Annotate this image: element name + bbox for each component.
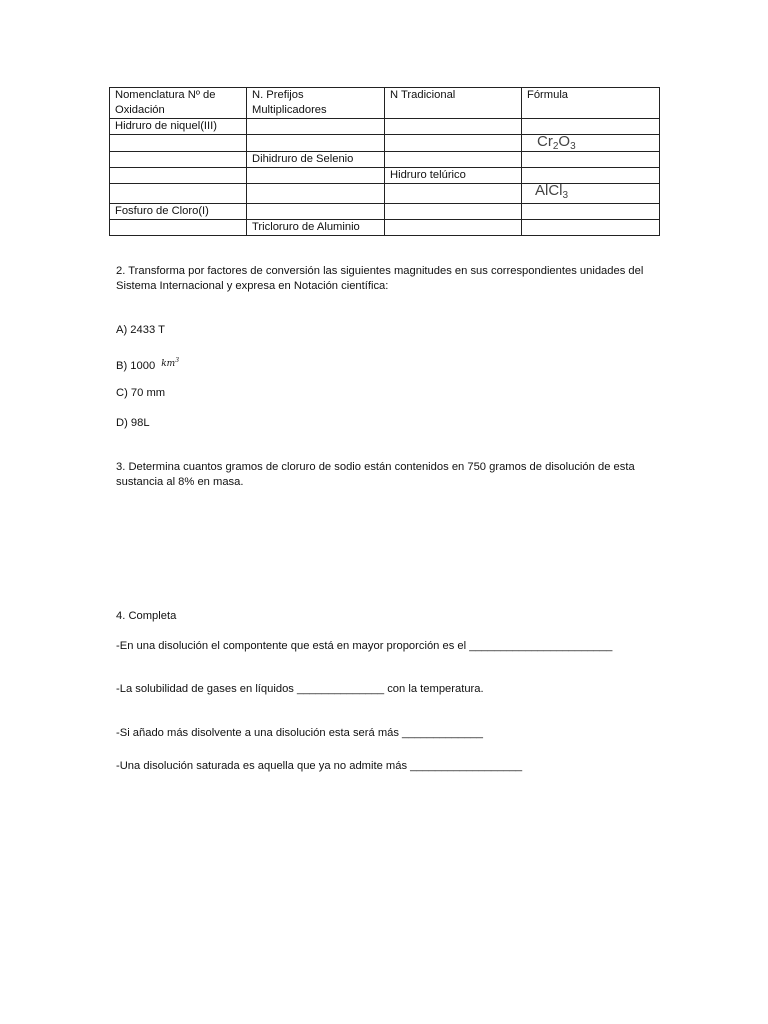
table-row: [110, 119, 660, 135]
table-cell: Fosfuro de Cloro(I): [110, 204, 247, 220]
question-2-text: 2. Transforma por factores de conversión las siguientes magnitudes en sus correspondientes unidades del Sistema Internacional y expresa en Notación científica:: [116, 265, 644, 292]
table-cell: [110, 184, 247, 204]
item-a: A) 2433 T: [116, 324, 165, 336]
item-c: C) 70 mm: [116, 387, 166, 399]
table-cell: [110, 168, 247, 184]
table-row: [110, 168, 660, 184]
formula-cr2o3: $Cr_2O_3$: [537, 133, 576, 152]
table-row: [110, 152, 660, 168]
formula-alcl3: AlCl$_3$: [535, 182, 569, 201]
table-cell: [522, 204, 660, 220]
header-prefijos: N. Prefijos Multiplicadores: [247, 88, 385, 119]
table-cell: [385, 135, 522, 152]
item-b-text: B) 1000: [116, 360, 156, 372]
table-row: [110, 184, 660, 204]
table-cell: [385, 119, 522, 135]
table-header-row: [110, 88, 660, 119]
table-cell: [110, 135, 247, 152]
question-3-text: 3. Determina cuantos gramos de cloruro de sodio están contenidos en 750 gramos de disolución de esta sustancia al 8% en masa.: [116, 461, 635, 488]
q4-item-3: -Si añado más disolvente a una disolución esta será más _____________: [116, 727, 483, 739]
header-nomenclatura: Nomenclatura Nº de Oxidación: [110, 88, 247, 119]
question-4-title: 4. Completa: [116, 610, 177, 622]
table-cell-formula: [522, 135, 660, 152]
table-cell: [522, 152, 660, 168]
table-cell: Dihidruro de Selenio: [247, 152, 385, 168]
table-cell: Hidruro telúrico: [385, 168, 522, 184]
table-row: [110, 204, 660, 220]
table-cell: [247, 184, 385, 204]
table-row: [110, 135, 660, 152]
table-cell: [110, 152, 247, 168]
q4-item-2: -La solubilidad de gases en líquidos ______________ con la temperatura.: [116, 683, 484, 695]
item-b-unit: km3: [161, 357, 180, 369]
q4-item-1: -En una disolución el compontente que está en mayor proporción es el _______________________: [116, 640, 613, 652]
table-cell: [247, 204, 385, 220]
table-cell: [385, 204, 522, 220]
nomenclature-table: [109, 87, 660, 236]
item-d: D) 98L: [116, 417, 150, 429]
table-cell: Tricloruro de Aluminio: [247, 220, 385, 236]
table-cell-formula: [522, 184, 660, 204]
table-cell: [385, 184, 522, 204]
header-tradicional: N Tradicional: [385, 88, 522, 119]
table-cell: Hidruro de niquel(III): [110, 119, 247, 135]
item-b: [116, 356, 656, 375]
table-cell: [110, 220, 247, 236]
table-row: [110, 220, 660, 236]
table-cell: [522, 220, 660, 236]
table-cell: [385, 220, 522, 236]
header-formula: Fórmula: [522, 88, 660, 119]
q4-item-4: -Una disolución saturada es aquella que ya no admite más __________________: [116, 760, 523, 772]
table-cell: [247, 119, 385, 135]
table-cell: [247, 168, 385, 184]
table-cell: [385, 152, 522, 168]
table-cell: [247, 135, 385, 152]
